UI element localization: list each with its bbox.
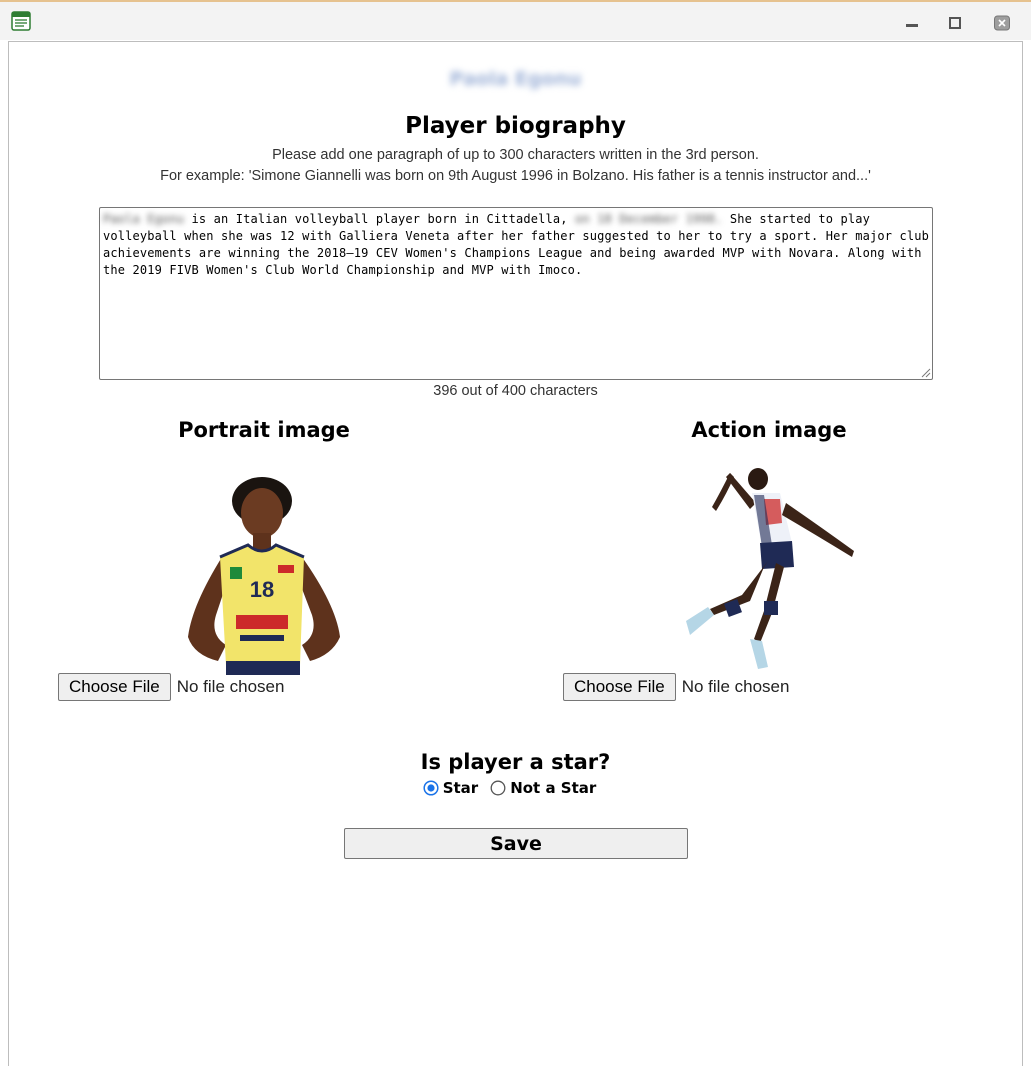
- portrait-photo: [170, 465, 360, 675]
- biography-instructions: [0, 145, 1031, 187]
- title-bar: [0, 0, 1031, 40]
- biography-textarea[interactable]: [99, 207, 933, 380]
- instruction-text: Please add one paragraph of up to 300 characters written in the 3rd person.: [272, 147, 759, 163]
- portrait-file-input: [58, 673, 284, 701]
- character-counter: 396 out of 400 characters: [433, 383, 598, 399]
- close-icon[interactable]: [993, 14, 1011, 32]
- portrait-image-heading: Portrait image: [178, 418, 350, 442]
- resize-handle-icon[interactable]: [920, 367, 931, 378]
- biography-heading: Player biography: [405, 113, 626, 139]
- action-photo: [668, 463, 868, 678]
- not-a-star-radio[interactable]: [490, 780, 506, 796]
- example-text: For example: 'Simone Giannelli was born on 9th August 1996 in Bolzano. His father is a tennis instructor and...': [160, 168, 871, 184]
- player-name-title: Paola Egonu: [449, 68, 582, 90]
- portrait-file-status: No file chosen: [176, 677, 285, 696]
- bio-text-part-1: is an Italian volleyball player born in Cittadella,: [184, 212, 575, 226]
- biography-text: [103, 211, 929, 279]
- maximize-icon[interactable]: [946, 14, 964, 32]
- star-option-label: Star: [442, 779, 479, 797]
- action-choose-file-button[interactable]: Choose File: [563, 673, 676, 701]
- bio-text-part-2: She started to play volleyball when she was 12 with Galliera Veneta after her father suggested to her to try a sport. Her major club achievements are winning the 2018–19 CEV Women's Champions League and being awarded MVP with Novara. Along with the 2019 FIVB Women's Club World Championship and MVP with Imoco.: [103, 212, 929, 277]
- blurred-player-name: Paola Egonu: [103, 212, 185, 226]
- form-icon: [11, 11, 31, 31]
- star-question-heading: Is player a star?: [420, 750, 611, 774]
- minimize-icon[interactable]: [903, 14, 921, 32]
- star-radio[interactable]: [423, 780, 439, 796]
- action-file-input: [563, 673, 789, 701]
- action-image-heading: Action image: [691, 418, 847, 442]
- save-button[interactable]: Save: [344, 828, 688, 859]
- star-radio-group: [0, 779, 1031, 797]
- dialog-content: [8, 41, 1023, 1066]
- not-a-star-option-label: Not a Star: [510, 779, 597, 797]
- jersey-number: 18: [249, 577, 275, 602]
- portrait-choose-file-button[interactable]: Choose File: [58, 673, 171, 701]
- blurred-birth-date: on 18 December 1998.: [574, 212, 723, 226]
- action-file-status: No file chosen: [681, 677, 790, 696]
